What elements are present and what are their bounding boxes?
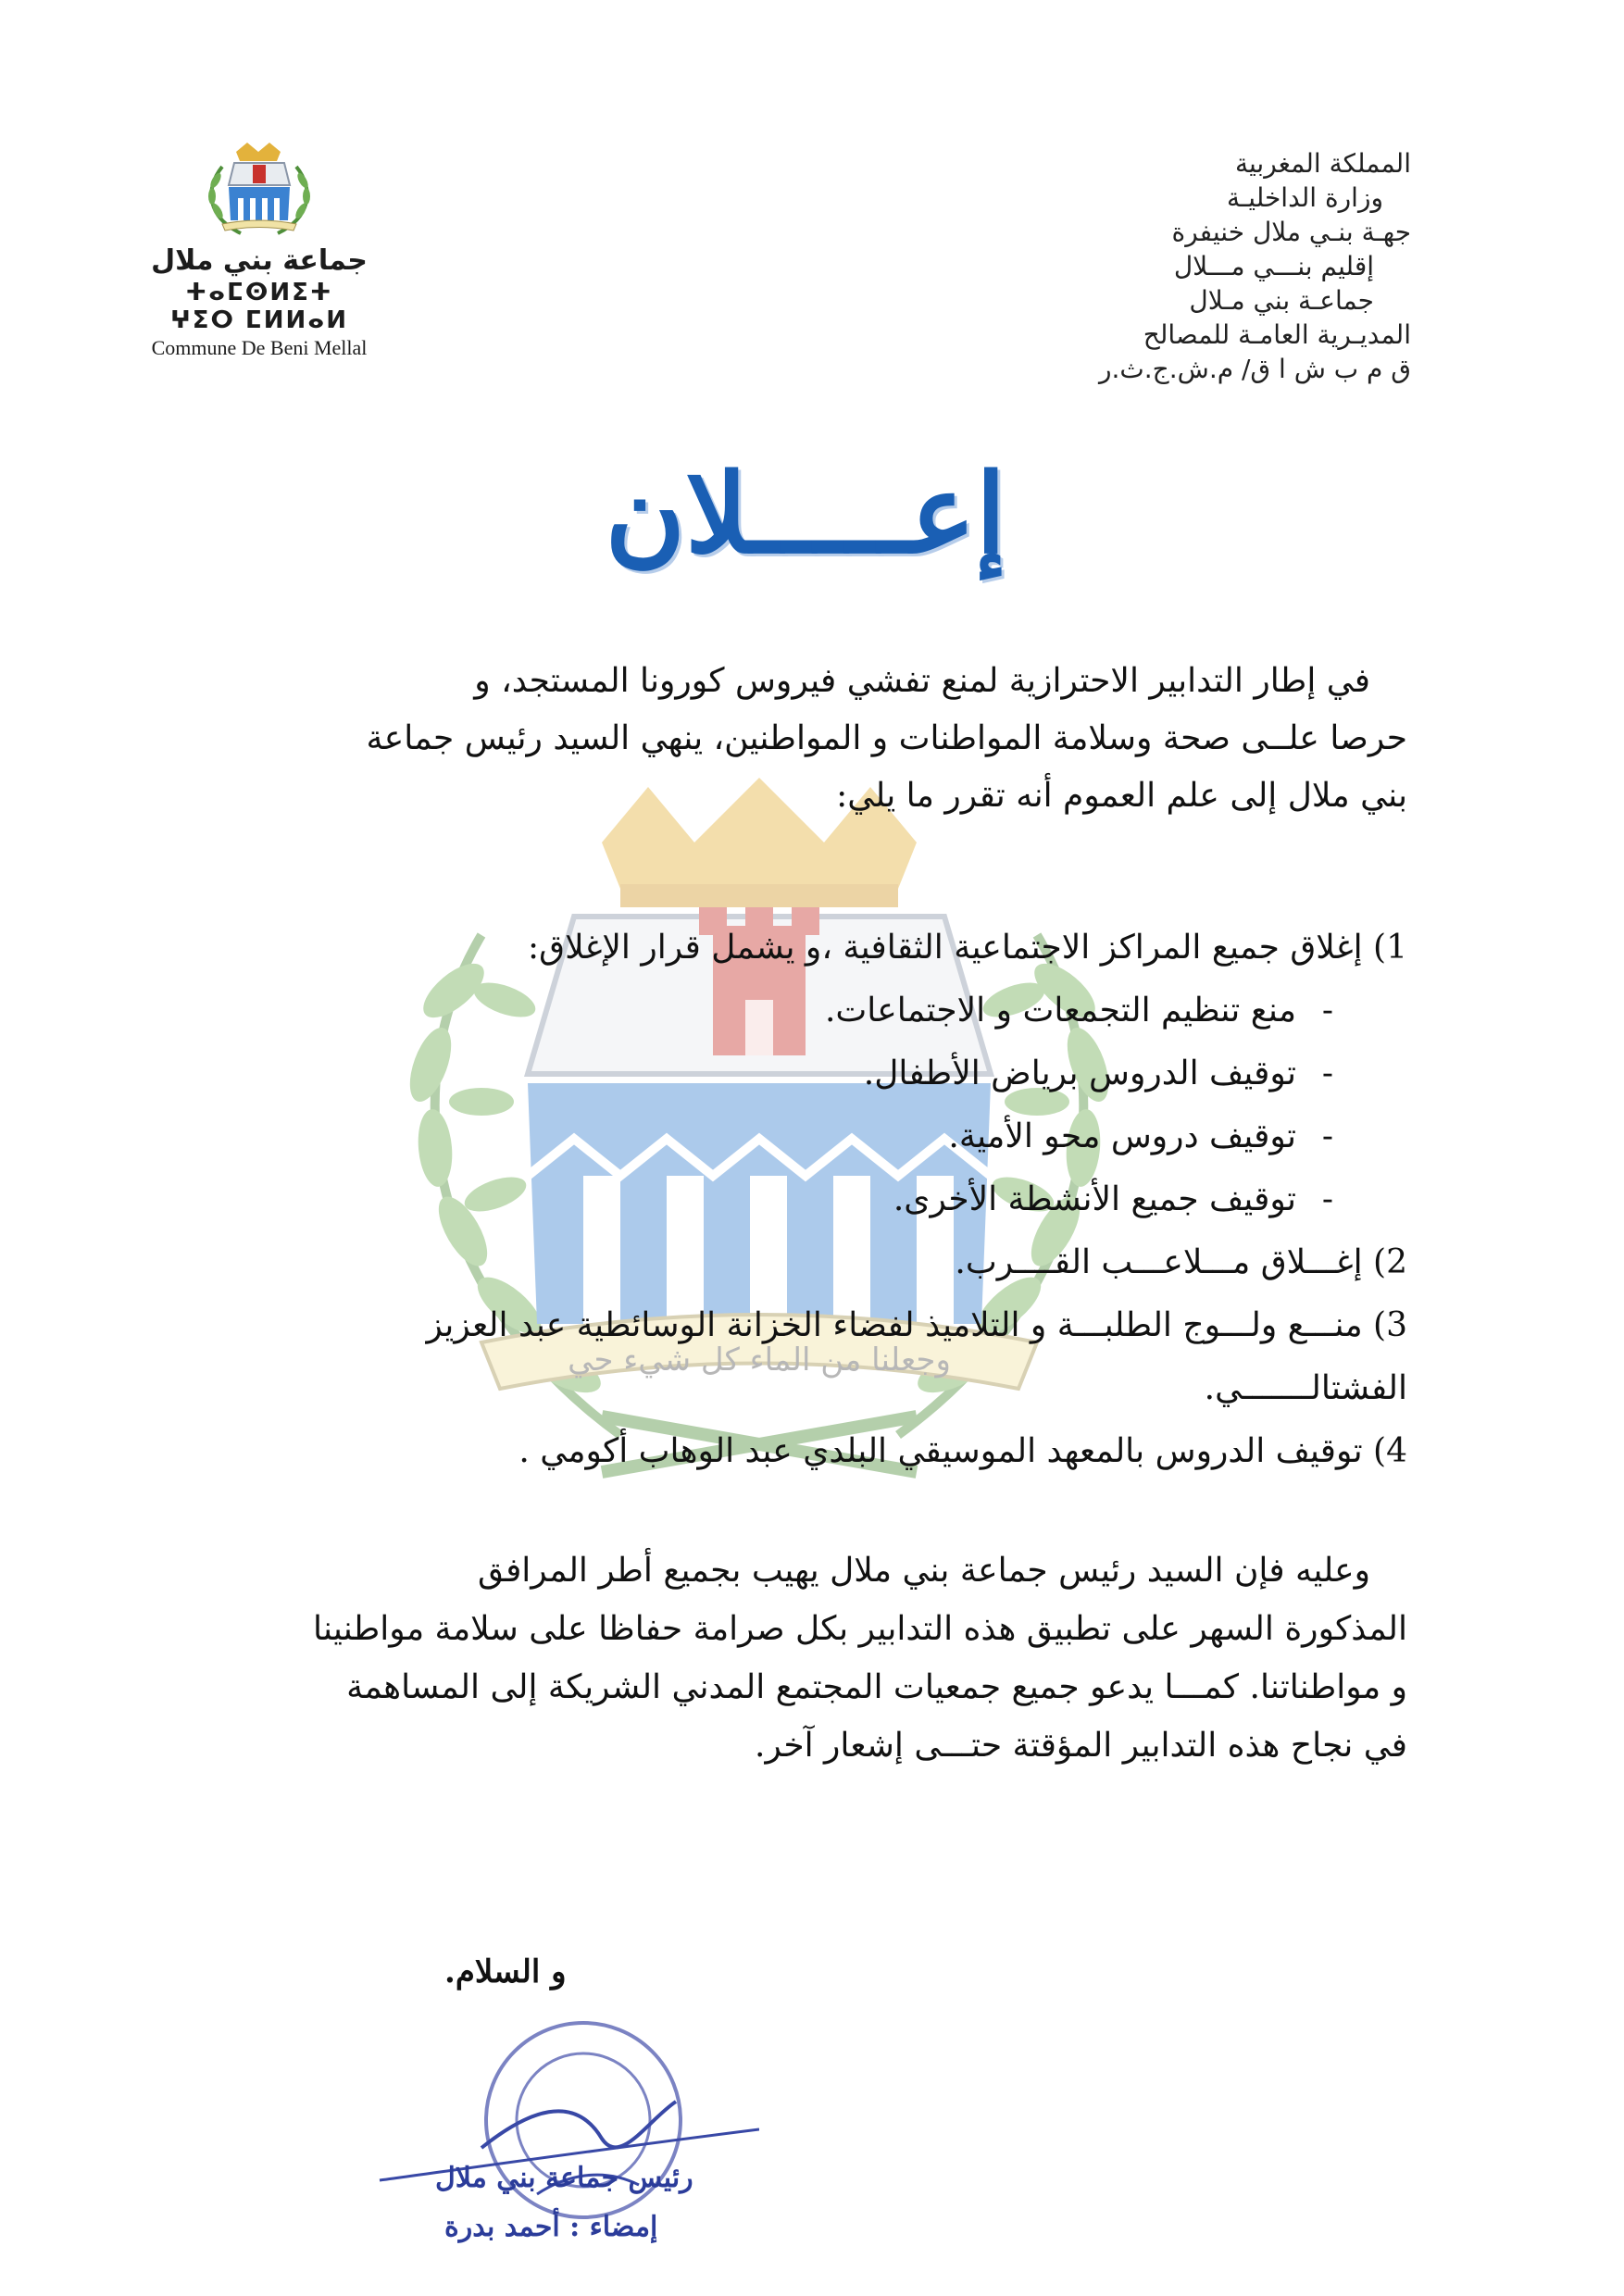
admin-line-kingdom: المملكة المغربية: [1234, 148, 1411, 179]
signatory-title: رئيس جماعة بني ملال: [435, 2162, 693, 2194]
list-dash: -: [1321, 992, 1333, 1029]
decision-subitem-text: توقيف الدروس برياض الأطفال.: [863, 1054, 1296, 1092]
intro-line: في إطار التدابير الاحترازية لمنع تفشي فيروس كورونا المستجد، و: [474, 662, 1370, 700]
intro-paragraph: [222, 653, 1407, 825]
salutation: و السلام.: [444, 1953, 567, 1990]
commune-crest-icon: [199, 139, 319, 241]
admin-line-ministry: وزارة الداخليـة: [1227, 182, 1383, 213]
administration-header: [1004, 146, 1411, 386]
decision-subitem-text: توقيف دروس محو الأمية.: [948, 1117, 1296, 1155]
title-text: إعـــــلان: [605, 449, 1006, 578]
decision-subitem-text: توقيف جميع الأنشطة الأخرى.: [893, 1180, 1296, 1218]
decisions-list: [222, 917, 1407, 1483]
closing-paragraph: [222, 1541, 1407, 1775]
intro-line: حرصا علــى صحة وسلامة المواطنات و المواطنين، ينهي السيد رئيس جماعة: [366, 719, 1407, 757]
logo-name-french: Commune De Beni Mellal: [151, 336, 368, 359]
decision-item-1: 1) إغلاق جميع المراكز الاجتماعية الثقافية ،و يشمل قرار الإغلاق:: [528, 929, 1407, 967]
signatory-name: إمضاء : أحمد بدرة: [444, 2211, 658, 2243]
logo-name-arabic: جماعة بني ملال: [151, 244, 368, 277]
commune-logo: [148, 139, 370, 360]
svg-text:وجعلنا من الماء كل شيء حي: وجعلنا من الماء كل شيء حي: [568, 1341, 951, 1379]
official-stamp-icon: [370, 2009, 759, 2287]
admin-line-region: جهـة بنـي ملال خنيفرة: [1171, 217, 1411, 247]
decision-item-2: 2) إغـــلاق مـــلاعـــب القــــرب.: [955, 1243, 1407, 1281]
decision-item-3-continued: الفشتالـــــــي.: [1204, 1369, 1407, 1407]
list-dash: -: [1321, 1117, 1333, 1155]
decision-item-3: 3) منـــع ولـــوج الطلبـــة و التلاميذ لفضاء الخزانة الوسائطية عبد العزيز: [426, 1306, 1407, 1344]
closing-line: و مواطناتنا. كمـــا يدعو جميع جمعيات المجتمع المدني الشريكة إلى المساهمة: [346, 1668, 1407, 1706]
admin-line-reference: ق م ب ش ا ق/ م.ش.ج.ث.ر: [1098, 354, 1411, 384]
list-dash: -: [1321, 1180, 1333, 1218]
admin-line-directorate: المديـرية العامـة للمصالح: [1143, 319, 1411, 350]
decision-subitem: [222, 1168, 1407, 1231]
intro-line: بني ملال إلى علم العموم أنه تقرر ما يلي:: [836, 777, 1407, 815]
decision-subitem-text: منع تنظيم التجمعات و الاجتماعات.: [824, 992, 1296, 1029]
admin-line-province: إقليم بنـــي مـــلال: [1173, 251, 1374, 281]
decision-subitem: [222, 1105, 1407, 1168]
document-title: [509, 444, 1102, 593]
closing-line: المذكورة السهر على تطبيق هذه التدابير بكل صرامة حفاظا على سلامة مواطنينا: [313, 1610, 1407, 1648]
closing-line: وعليه فإن السيد رئيس جماعة بني ملال يهيب بجميع أطر المرافق: [478, 1552, 1370, 1590]
closing-line: في نجاح هذه التدابير المؤقتة حتـــى إشعار آخر.: [755, 1727, 1407, 1765]
decision-subitem: [222, 980, 1407, 1042]
list-dash: -: [1321, 1054, 1333, 1092]
logo-name-tifinagh: ⵜⴰⵎⵙⵍⵉⵜ ⵖⵉⵔ ⵎⵍⵍⴰⵍ: [169, 279, 349, 334]
decision-item-4: 4) توقيف الدروس بالمعهد الموسيقي البلدي عبد الوهاب أكومي .: [518, 1432, 1407, 1470]
decision-subitem: [222, 1042, 1407, 1105]
admin-line-commune: جماعـة بني مـلال: [1189, 285, 1374, 316]
